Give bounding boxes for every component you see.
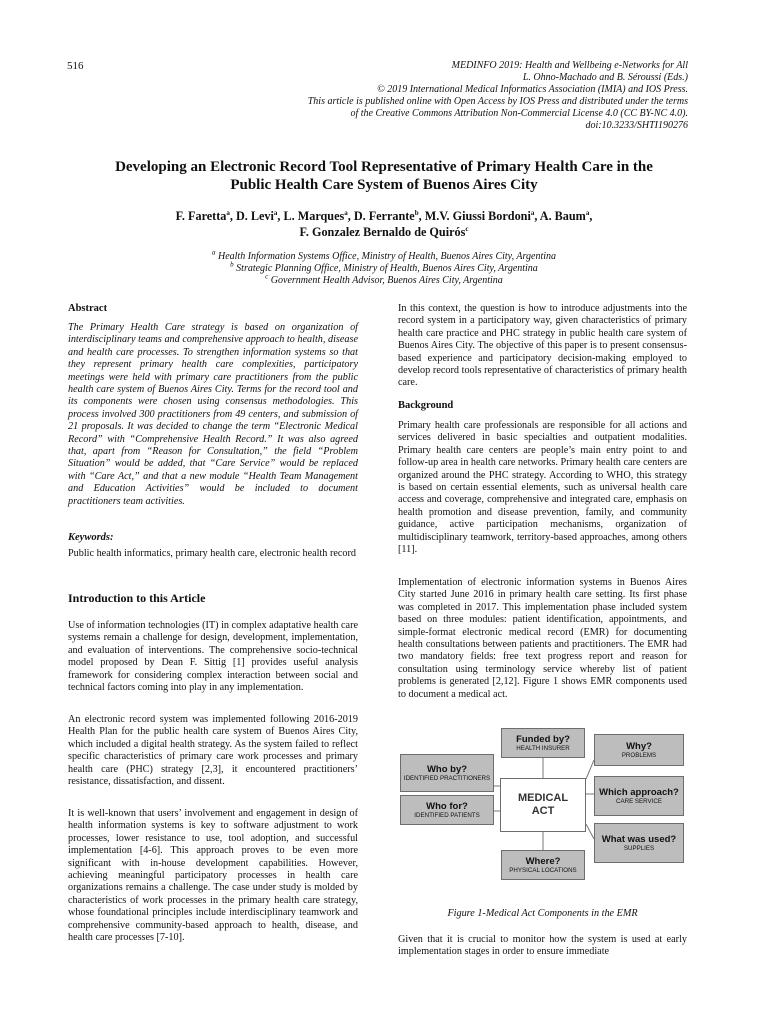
running-header (128, 60, 688, 132)
author: D. Ferrante$^b$ (353, 208, 419, 223)
background-paragraph: Implementation of electronic information systems in Buenos Aires City started June 2016 in primary health care setting. Its first phase was completed in 2017. This implementation phase included system based on three modules: patient identification, appointments, and simple-format electronic medical record (EMR) for documenting health consultations between patients and practitioners. The EMR had two mandatory fields: free text progress report and reason for consultation using terminology service whereby list of patient problems is generated [2,12]. Figure 1 shows EMR components used to document a medical act. (398, 577, 687, 700)
figure-box-funded-by: Funded by? HEALTH INSURER (501, 728, 585, 758)
keywords-heading: Keywords: (68, 532, 114, 543)
affiliations (90, 248, 678, 287)
header-line: of the Creative Commons Attribution Non-Commercial License 4.0 (CC BY-NC 4.0). (350, 108, 688, 119)
intro-paragraph: It is well-known that users’ involvement and engagement in design of health information systems is key to software adjustment to work processes, lower resistance to use, tool adoption, and successful implementation [4-6]. This approach proves to be even more significant with in-house development capabilities. However, achieving meaningful participatory processes in health care organizations remains a challenge. The case under study is molded by characteristics of work processes in the primary health care strategy, whose foundational principles include interdisciplinary teamwork and comprehensive community-based approach to health, disease, and health care processes [7-10]. (68, 808, 358, 944)
intro-heading: Introduction to this Article (68, 591, 206, 605)
title-line: Public Health Care System of Buenos Aires City (230, 177, 538, 193)
figure-caption: Figure 1-Medical Act Components in the EMR (447, 908, 638, 919)
figure-box-what-was-used: What was used? SUPPLIES (594, 823, 684, 863)
affiliation: $^b$ Strategic Planning Office, Ministry of Health, Buenos Aires City, Argentina (230, 260, 538, 274)
background-paragraph: Primary health care professionals are responsible for all actions and services delivered in basic specialties and outpatient modalities. Primary health care centers are people’s main entry point to and follow-up area in health care networks. Primary health care centers are organized around the PHC strategy. According to WHO, this strategy is based on certain essential elements, such as universal health care access and coverage, comprehensive and integrated care, emphasis on health promotion and disease prevention, family, and community guidance, active participation mechanisms, organization of multidisciplinary teamwork, territory-based approaches, among others [11]. (398, 420, 687, 556)
header-line: MEDINFO 2019: Health and Wellbeing e-Networks for All (451, 60, 688, 71)
header-line: L. Ohno-Machado and B. Séroussi (Eds.) (522, 72, 688, 83)
author: L. Marques$^a$ (283, 208, 348, 223)
author: F. Gonzalez Bernaldo de Quirós$^c$ (299, 224, 469, 239)
page-number: 516 (67, 60, 84, 72)
figure-box-which-approach: Which approach? CARE SERVICE (594, 776, 684, 816)
affiliation: $^c$ Government Health Advisor, Buenos Aires City, Argentina (265, 272, 503, 286)
keywords-text: Public health informatics, primary health care, electronic health record (68, 548, 356, 559)
author: M.V. Giussi Bordoni$^a$ (424, 208, 535, 223)
closing-paragraph: Given that it is crucial to monitor how the system is used at early implementation stages in order to ensure immediate (398, 934, 687, 958)
paper-title (70, 158, 698, 194)
background-heading: Background (398, 400, 454, 411)
medical-act-center: MEDICAL ACT (500, 778, 586, 832)
figure-box-who-for: Who for? IDENTIFIED PATIENTS (400, 795, 494, 825)
author-list: F. Faretta$^a$, D. Levi$^a$, L. Marques$^a$, D. Ferrante$^b$, M.V. Giussi Bordoni$^a$, A. Baum$^a$, F. Gonzalez Bernaldo de Quirós$^c$ (175, 208, 593, 239)
context-paragraph: In this context, the question is how to introduce adjustments into the record system in a participatory way, given characteristics of primary health care practice and PHC strategy in public health care system of Buenos Aires City. The objective of this paper is to present consensus-based experience and participatory decision-making employed to develop record tools representative of characteristics of primary health care. (398, 303, 687, 389)
header-line: doi:10.3233/SHTI190276 (585, 120, 688, 131)
author: D. Levi$^a$ (235, 208, 278, 223)
figure-box-who-by: Who by? IDENTIFIED PRACTITIONERS (400, 754, 494, 792)
intro-paragraph: Use of information technologies (IT) in complex adaptative health care systems remain a challenge for design, development, implementation, and evaluation of interventions. The comprehensive socio-technical model proposed by Dean F. Sittig [1] provides useful analysis framework for considering complex interaction between social and technical factors coming into play in any implementation. (68, 620, 358, 694)
author: F. Faretta$^a$ (175, 208, 230, 223)
affiliation: $^a$ Health Information Systems Office, Ministry of Health, Buenos Aires City, Argentina (211, 248, 557, 262)
figure-box-why: Why? PROBLEMS (594, 734, 684, 766)
abstract-text: The Primary Health Care strategy is based on organization of interdisciplinary teams and comprehensive approach to health, disease and health care processes. To strengthen information systems so that they represent primary health care complexities, participatory meetings were held with primary care practitioners from the public health care system of Buenos Aires City. Terms for the record tool and its components were chosen using consensus methodologies. This process involved 300 practitioners from 49 centers, and submission of 21 proposals. It was decided to change the term “Electronic Medical Record” with “Comprehensive Health Record.” It was also agreed that, apart from “Reason for Consultation,” the field “Problem Situation” would be added, that “Care Service” would be replaced with “Care Act,” and that a new module “Health Team Management and Education Activities” would be included to document practitioners team activities. (68, 322, 358, 507)
medical-act-figure (398, 724, 687, 882)
intro-paragraph: An electronic record system was implemented following 2016-2019 Health Plan for the public health care system of Buenos Aires City, which included a digital health strategy. As the system failed to reflect specific characteristics of primary care work processes and primary health care (PHC) strategy [2,3], it encountered practitioners’ resistance, dissatisfaction, and dissent. (68, 714, 358, 788)
header-line: © 2019 International Medical Informatics Association (IMIA) and IOS Press. (377, 84, 688, 95)
figure-box-where: Where? PHYSICAL LOCATIONS (501, 850, 585, 880)
abstract-heading: Abstract (68, 303, 108, 314)
author: A. Baum$^a$ (539, 208, 590, 223)
title-line: Developing an Electronic Record Tool Representative of Primary Health Care in the (115, 159, 653, 175)
header-line: This article is published online with Open Access by IOS Press and distributed under the terms (307, 96, 688, 107)
